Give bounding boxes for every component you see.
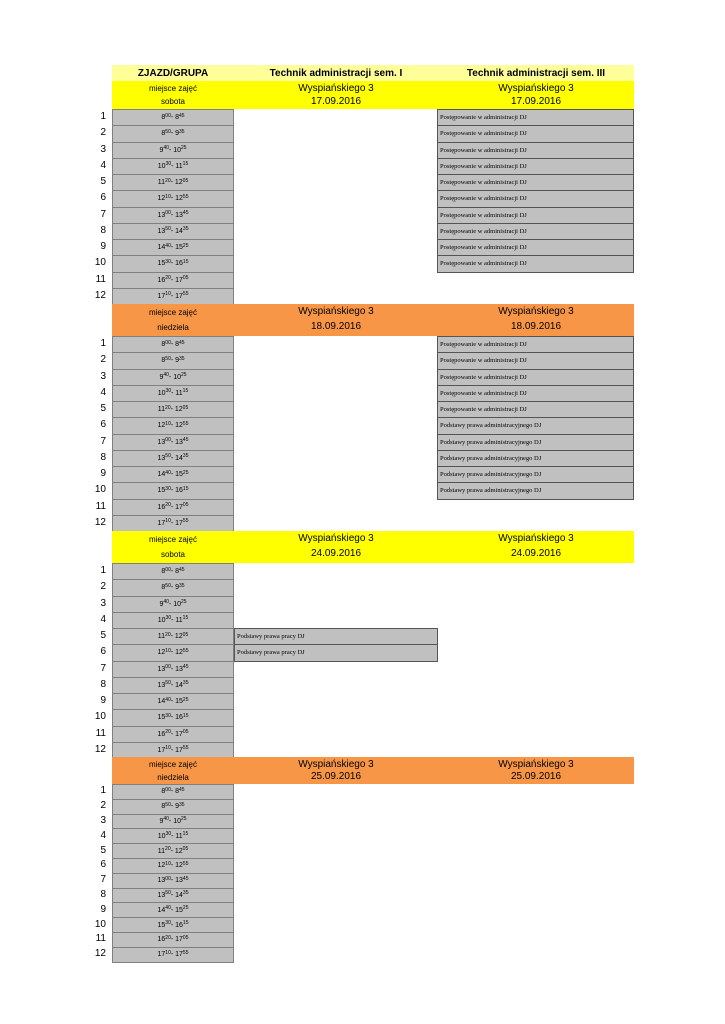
row-number: 5 (100, 844, 106, 856)
date-col1: 25.09.2016 (310, 771, 362, 783)
row-number: 12 (94, 289, 106, 301)
day-band (112, 757, 634, 784)
time-slot: 12 $^{10}$ - 12 $^{55}$ (112, 417, 234, 434)
row-number: 8 (100, 889, 106, 900)
time-slot: 16 $^{20}$ - 17 $^{05}$ (112, 499, 234, 516)
class-entry-col2: Postępowanie w administracji DJ (437, 142, 634, 159)
date-col2: 18.09.2016 (510, 320, 562, 332)
time-slot: 14 $^{40}$ - 15 $^{25}$ (112, 466, 234, 483)
class-entry-col2: Postępowanie w administracji DJ (437, 125, 634, 142)
row-number: 9 (100, 468, 106, 480)
row-number: 9 (100, 241, 106, 253)
row-number: 11 (95, 273, 106, 285)
row-number: 12 (94, 948, 106, 960)
location-col1: Wyspiańskiego 3 (298, 532, 374, 544)
time-slot: 11 $^{20}$ - 12 $^{05}$ (112, 174, 234, 191)
day-band (112, 304, 634, 336)
class-entry-col2: Postępowanie w administracji DJ (437, 255, 634, 272)
time-slot: 8 $^{00}$ - 8 $^{45}$ (112, 784, 234, 800)
row-number: 3 (100, 815, 106, 826)
day-label: niedziela (157, 322, 189, 332)
row-number: 4 (100, 159, 106, 171)
row-number: 6 (100, 419, 106, 431)
time-slot: 10 $^{30}$ - 11 $^{15}$ (112, 828, 234, 844)
row-number: 12 (94, 743, 106, 755)
time-slot: 17 $^{10}$ - 17 $^{55}$ (112, 515, 234, 532)
time-slot: 13 $^{00}$ - 13 $^{45}$ (112, 207, 234, 224)
day-label: sobota (160, 549, 186, 559)
row-number: 6 (100, 646, 106, 658)
time-slot: 10 $^{30}$ - 11 $^{15}$ (112, 385, 234, 402)
time-slot: 8 $^{00}$ - 8 $^{45}$ (112, 336, 234, 353)
time-slot: 8 $^{50}$ - 9 $^{35}$ (112, 352, 234, 369)
time-slot: 11 $^{20}$ - 12 $^{05}$ (112, 843, 234, 859)
time-slot: 8 $^{50}$ - 9 $^{35}$ (112, 125, 234, 142)
header-col2: Technik administracji sem. III (438, 65, 634, 81)
time-slot: 9 $^{40}$ - 10 $^{25}$ (112, 369, 234, 386)
time-slot: 15 $^{30}$ - 16 $^{15}$ (112, 709, 234, 726)
row-number: 1 (100, 785, 106, 797)
time-slot: 16 $^{20}$ - 17 $^{05}$ (112, 726, 234, 743)
row-number: 4 (100, 386, 106, 398)
time-slot: 8 $^{50}$ - 9 $^{35}$ (112, 799, 234, 815)
time-slot: 10 $^{30}$ - 11 $^{15}$ (112, 158, 234, 175)
time-slot: 9 $^{40}$ - 10 $^{25}$ (112, 814, 234, 830)
row-number: 1 (100, 565, 106, 577)
time-slot: 13 $^{00}$ - 13 $^{45}$ (112, 434, 234, 451)
class-entry-col2: Postępowanie w administracji DJ (437, 401, 634, 418)
class-entry-col2: Postępowanie w administracji DJ (437, 385, 634, 402)
time-slot: 16 $^{20}$ - 17 $^{05}$ (112, 272, 234, 289)
time-slot: 8 $^{00}$ - 8 $^{45}$ (112, 563, 234, 580)
time-slot: 11 $^{20}$ - 12 $^{05}$ (112, 401, 234, 418)
time-slot: 10 $^{30}$ - 11 $^{15}$ (112, 612, 234, 629)
time-slot: 17 $^{10}$ - 17 $^{55}$ (112, 742, 234, 759)
time-slot: 15 $^{30}$ - 16 $^{15}$ (112, 255, 234, 272)
header-group-label: ZJAZD/GRUPA (112, 65, 234, 81)
time-slot: 8 $^{00}$ - 8 $^{45}$ (112, 109, 234, 126)
time-slot: 16 $^{20}$ - 17 $^{05}$ (112, 932, 234, 948)
class-entry-col2: Postępowanie w administracji DJ (437, 190, 634, 207)
class-entry-col2: Podstawy prawa administracyjnego DJ (437, 482, 634, 499)
row-number: 7 (100, 874, 106, 886)
row-number: 2 (100, 354, 106, 366)
class-entry-col2: Postępowanie w administracji DJ (437, 109, 634, 126)
miejsce-label: miejsce zajęć (148, 760, 197, 770)
time-slot: 17 $^{10}$ - 17 $^{55}$ (112, 288, 234, 305)
row-number: 3 (100, 597, 106, 609)
row-number: 7 (100, 662, 106, 674)
time-slot: 13 $^{50}$ - 14 $^{35}$ (112, 677, 234, 694)
row-number: 7 (100, 435, 106, 447)
time-slot: 14 $^{40}$ - 15 $^{25}$ (112, 239, 234, 256)
day-label: sobota (160, 97, 186, 107)
row-number: 11 (95, 500, 106, 512)
row-number: 2 (100, 127, 106, 139)
time-slot: 13 $^{00}$ - 13 $^{45}$ (112, 661, 234, 678)
row-number: 5 (100, 630, 106, 642)
class-entry-col2: Postępowanie w administracji DJ (437, 336, 634, 353)
date-col2: 24.09.2016 (510, 547, 562, 559)
day-band (112, 531, 634, 563)
row-number: 12 (94, 516, 106, 528)
location-col2: Wyspiańskiego 3 (498, 532, 574, 544)
date-col2: 25.09.2016 (510, 771, 562, 783)
miejsce-label: miejsce zajęć (148, 84, 197, 94)
time-slot: 9 $^{40}$ - 10 $^{25}$ (112, 596, 234, 613)
row-number: 9 (100, 695, 106, 707)
location-col2: Wyspiańskiego 3 (498, 758, 574, 770)
time-slot: 15 $^{30}$ - 16 $^{15}$ (112, 482, 234, 499)
location-col1: Wyspiańskiego 3 (298, 82, 374, 94)
class-entry-col2: Podstawy prawa administracyjnego DJ (437, 450, 634, 467)
location-col1: Wyspiańskiego 3 (298, 758, 374, 770)
row-number: 8 (100, 451, 106, 463)
date-col2: 17.09.2016 (510, 95, 562, 107)
time-slot: 9 $^{40}$ - 10 $^{25}$ (112, 142, 234, 159)
row-number: 3 (100, 143, 106, 155)
time-slot: 12 $^{10}$ - 12 $^{55}$ (112, 858, 234, 874)
class-entry-col2: Podstawy prawa administracyjnego DJ (437, 434, 634, 451)
time-slot: 13 $^{50}$ - 14 $^{35}$ (112, 450, 234, 467)
row-number: 8 (100, 678, 106, 690)
time-slot: 13 $^{50}$ - 14 $^{35}$ (112, 888, 234, 904)
location-col2: Wyspiańskiego 3 (498, 305, 574, 317)
class-entry-col2: Postępowanie w administracji DJ (437, 174, 634, 191)
row-number: 4 (100, 613, 106, 625)
class-entry-col1: Podstawy prawa pracy DJ (234, 644, 438, 661)
class-entry-col2: Postępowanie w administracji DJ (437, 369, 634, 386)
date-col1: 18.09.2016 (310, 320, 362, 332)
time-slot: 8 $^{50}$ - 9 $^{35}$ (112, 579, 234, 596)
row-number: 3 (100, 370, 106, 382)
row-number: 1 (100, 111, 106, 123)
row-number: 2 (100, 800, 106, 812)
date-col1: 17.09.2016 (310, 95, 362, 107)
time-slot: 12 $^{10}$ - 12 $^{55}$ (112, 190, 234, 207)
row-number: 4 (100, 829, 106, 841)
day-label: niedziela (157, 772, 189, 782)
location-col2: Wyspiańskiego 3 (498, 82, 574, 94)
time-slot: 17 $^{10}$ - 17 $^{55}$ (112, 947, 234, 963)
location-col1: Wyspiańskiego 3 (298, 305, 374, 317)
class-entry-col1: Podstawy prawa pracy DJ (234, 628, 438, 645)
row-number: 10 (94, 257, 106, 269)
row-number: 1 (100, 338, 106, 350)
time-slot: 13 $^{00}$ - 13 $^{45}$ (112, 873, 234, 889)
class-entry-col2: Postępowanie w administracji DJ (437, 207, 634, 224)
row-number: 11 (95, 727, 106, 739)
time-slot: 13 $^{50}$ - 14 $^{35}$ (112, 223, 234, 240)
date-col1: 24.09.2016 (310, 547, 362, 559)
row-number: 5 (100, 403, 106, 415)
row-number: 8 (100, 224, 106, 236)
header-col1: Technik administracji sem. I (234, 65, 438, 81)
time-slot: 15 $^{30}$ - 16 $^{15}$ (112, 917, 234, 933)
time-slot: 11 $^{20}$ - 12 $^{05}$ (112, 628, 234, 645)
class-entry-col2: Postępowanie w administracji DJ (437, 223, 634, 240)
class-entry-col2: Postępowanie w administracji DJ (437, 239, 634, 256)
row-number: 6 (100, 859, 106, 871)
row-number: 5 (100, 176, 106, 188)
row-number: 10 (94, 484, 106, 496)
time-slot: 14 $^{40}$ - 15 $^{25}$ (112, 902, 234, 918)
class-entry-col2: Postępowanie w administracji DJ (437, 158, 634, 175)
class-entry-col2: Podstawy prawa administracyjnego DJ (437, 466, 634, 483)
row-number: 10 (94, 918, 106, 930)
miejsce-label: miejsce zajęć (148, 307, 197, 317)
row-number: 9 (100, 903, 106, 915)
row-number: 10 (94, 711, 106, 723)
miejsce-label: miejsce zajęć (148, 534, 197, 544)
class-entry-col2: Postępowanie w administracji DJ (437, 352, 634, 369)
row-number: 11 (95, 933, 106, 945)
row-number: 6 (100, 192, 106, 204)
row-number: 2 (100, 581, 106, 593)
time-slot: 12 $^{10}$ - 12 $^{55}$ (112, 644, 234, 661)
class-entry-col2: Podstawy prawa administracyjnego DJ (437, 417, 634, 434)
row-number: 7 (100, 208, 106, 220)
time-slot: 14 $^{40}$ - 15 $^{25}$ (112, 693, 234, 710)
day-band (112, 81, 634, 109)
